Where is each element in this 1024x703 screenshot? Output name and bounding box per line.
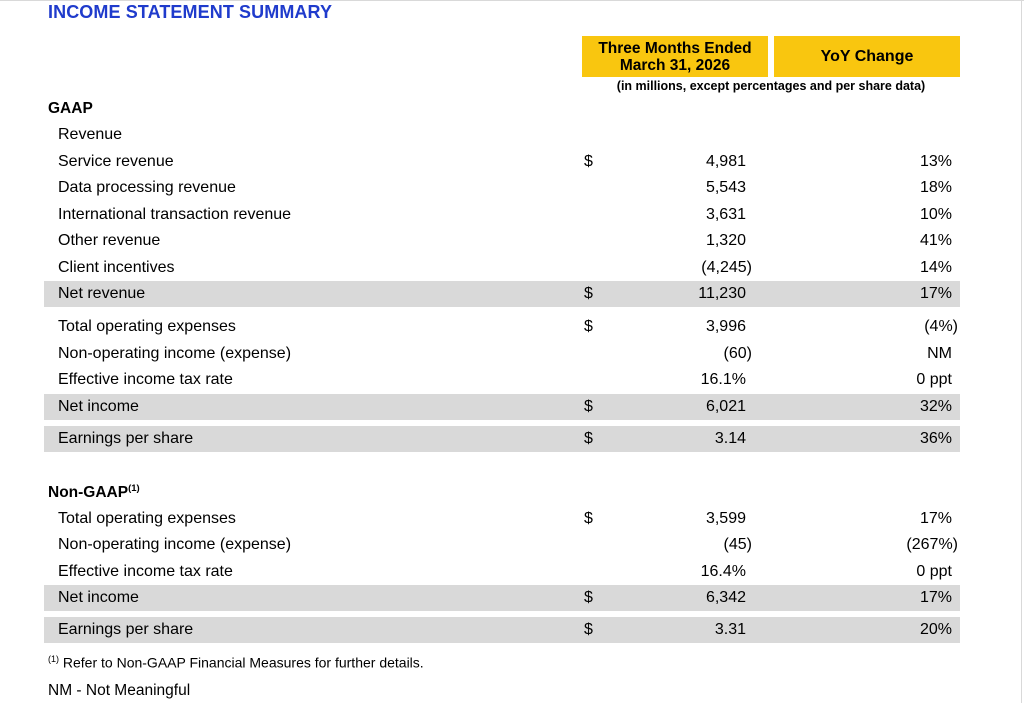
row-value: 3,996: [705, 318, 746, 335]
row-label: Total operating expenses: [58, 510, 236, 527]
row-label: Effective income tax rate: [58, 563, 233, 580]
row-label: Earnings per share: [58, 430, 194, 447]
table-row-total: [44, 426, 960, 452]
row-value: 1,320: [705, 232, 746, 249]
table-row: [44, 367, 960, 393]
table-row: [44, 506, 960, 532]
row-label: Data processing revenue: [58, 179, 236, 196]
currency-symbol: $: [584, 589, 593, 606]
row-label: Effective income tax rate: [58, 371, 233, 388]
table-row: [44, 202, 960, 228]
row-change: NM: [927, 345, 952, 362]
yoy-change-header: YoY Change: [774, 36, 960, 77]
currency-symbol: $: [584, 153, 593, 170]
non-gaap-heading: [48, 483, 140, 502]
period-header: [582, 36, 768, 77]
right-border: [1021, 0, 1022, 703]
period-header-line1: Three Months Ended: [598, 39, 752, 57]
row-change: 17%: [919, 510, 952, 527]
row-label: International transaction revenue: [58, 206, 292, 223]
row-change: (4%): [924, 318, 958, 335]
table-row: [44, 341, 960, 367]
currency-symbol: $: [584, 285, 593, 302]
row-label: Client incentives: [58, 259, 175, 276]
row-value: (60): [723, 345, 752, 362]
row-value: 3.31: [714, 621, 746, 638]
row-value: 3.14: [714, 430, 746, 447]
row-value: (45): [723, 536, 752, 553]
row-value: 6,021: [705, 398, 746, 415]
units-note: (in millions, except percentages and per share data): [616, 79, 926, 93]
row-value: (4,245): [701, 259, 752, 276]
row-change: 41%: [919, 232, 952, 249]
row-change: 13%: [919, 153, 952, 170]
row-label: Service revenue: [58, 153, 174, 170]
table-row-total: [44, 394, 960, 420]
gaap-heading: GAAP: [48, 100, 93, 117]
row-change: 10%: [919, 206, 952, 223]
row-value: 3,599: [705, 510, 746, 527]
row-change: 20%: [919, 621, 952, 638]
row-change: 0 ppt: [916, 371, 952, 388]
footnote-marker: (1): [128, 483, 140, 494]
footnote-text: Refer to Non-GAAP Financial Measures for further details.: [59, 654, 424, 671]
currency-symbol: $: [584, 398, 593, 415]
revenue-subheading: [44, 122, 960, 148]
row-change: 17%: [919, 589, 952, 606]
top-border: [0, 0, 1024, 1]
table-row: [44, 314, 960, 340]
footnote-marker: (1): [48, 654, 59, 664]
row-value: 5,543: [705, 179, 746, 196]
table-row: [44, 255, 960, 281]
nm-legend: NM - Not Meaningful: [48, 682, 191, 699]
currency-symbol: $: [584, 318, 593, 335]
row-label: Non-operating income (expense): [58, 536, 292, 553]
page-title: INCOME STATEMENT SUMMARY: [48, 2, 333, 22]
table-row-total: [44, 281, 960, 307]
row-label: Non-operating income (expense): [58, 345, 292, 362]
table-row-total: [44, 617, 960, 643]
row-change: 32%: [919, 398, 952, 415]
table-row: [44, 149, 960, 175]
row-label: Net revenue: [58, 285, 146, 302]
footnote: [48, 654, 424, 671]
table-row: [44, 532, 960, 558]
row-label: Net income: [58, 398, 139, 415]
row-value: 16.1%: [700, 371, 746, 388]
period-header-line2: March 31, 2026: [619, 56, 731, 74]
table-row: [44, 175, 960, 201]
row-label: Earnings per share: [58, 621, 194, 638]
row-change: 18%: [919, 179, 952, 196]
currency-symbol: $: [584, 621, 593, 638]
currency-symbol: $: [584, 510, 593, 527]
row-change: 36%: [919, 430, 952, 447]
row-value: 16.4%: [700, 563, 746, 580]
row-value: 3,631: [705, 206, 746, 223]
revenue-subheading-label: Revenue: [58, 126, 123, 143]
row-change: (267%): [906, 536, 958, 553]
row-value: 4,981: [705, 153, 746, 170]
row-value: 6,342: [705, 589, 746, 606]
table-row: [44, 559, 960, 585]
non-gaap-heading-label: Non-GAAP: [48, 484, 129, 502]
row-value: 11,230: [698, 285, 746, 302]
table-row-total: [44, 585, 960, 611]
row-change: 17%: [919, 285, 952, 302]
row-label: Total operating expenses: [58, 318, 236, 335]
table-row: [44, 228, 960, 254]
currency-symbol: $: [584, 430, 593, 447]
row-change: 14%: [919, 259, 952, 276]
row-label: Other revenue: [58, 232, 161, 249]
row-change: 0 ppt: [916, 563, 952, 580]
row-label: Net income: [58, 589, 139, 606]
